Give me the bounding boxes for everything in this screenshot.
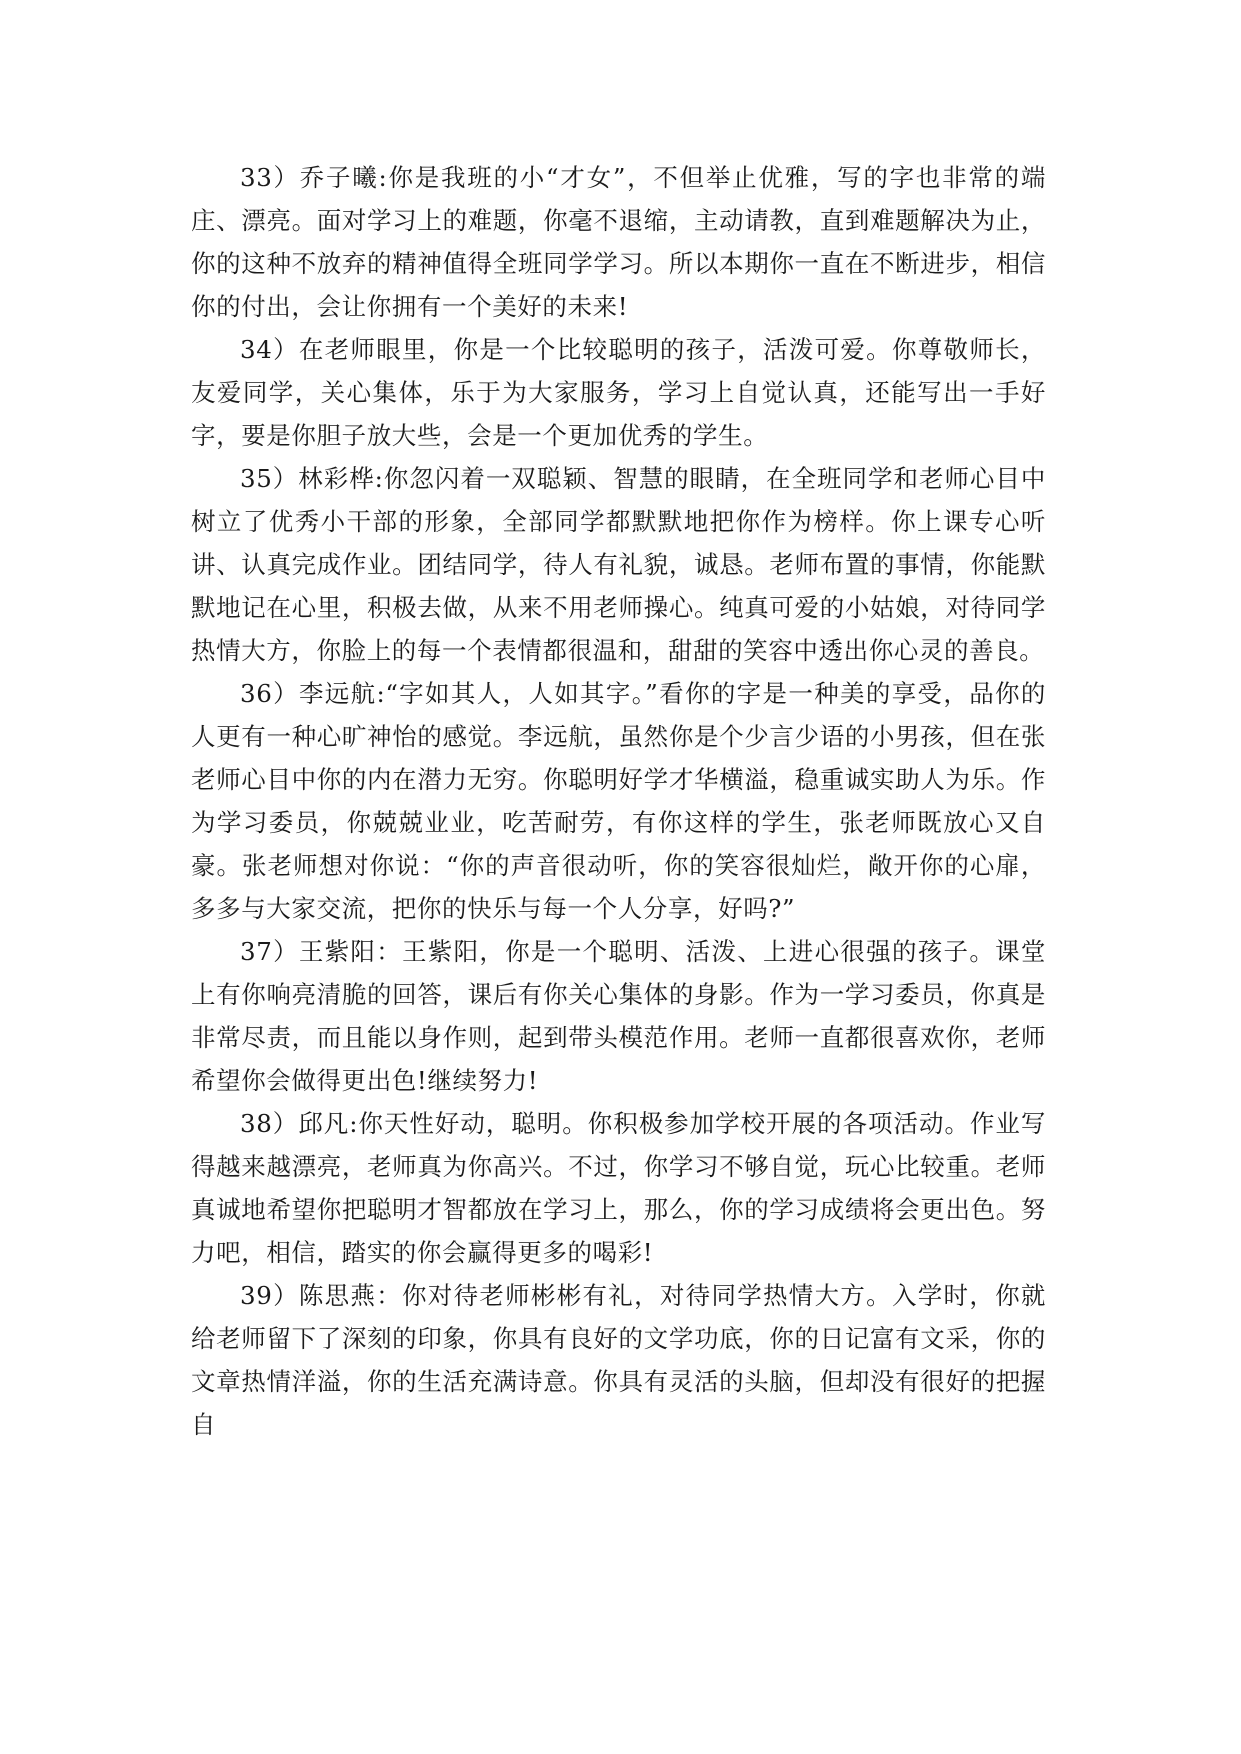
- comment-paragraph-34: 34）在老师眼里，你是一个比较聪明的孩子，活泼可爱。你尊敬师长，友爱同学，关心集体，乐于为大家服务，学习上自觉认真，还能写出一手好字，要是你胆子放大些，会是一个更加优秀的学生。: [191, 335, 1046, 450]
- document-body: [191, 156, 1046, 1446]
- comment-paragraph-39: 39）陈思燕：你对待老师彬彬有礼，对待同学热情大方。入学时，你就给老师留下了深刻的印象，你具有良好的文学功底，你的日记富有文采，你的文章热情洋溢，你的生活充满诗意。你具有灵活的头脑，但却没有很好的把握自: [191, 1281, 1046, 1439]
- comment-paragraph-35: 35）林彩桦:你忽闪着一双聪颖、智慧的眼睛，在全班同学和老师心目中树立了优秀小干部的形象，全部同学都默默地把你作为榜样。你上课专心听讲、认真完成作业。团结同学，待人有礼貌，诚恳。老师布置的事情，你能默默地记在心里，积极去做，从来不用老师操心。纯真可爱的小姑娘，对待同学热情大方，你脸上的每一个表情都很温和，甜甜的笑容中透出你心灵的善良。: [191, 464, 1046, 665]
- comment-paragraph-38: 38）邱凡:你天性好动，聪明。你积极参加学校开展的各项活动。作业写得越来越漂亮，老师真为你高兴。不过，你学习不够自觉，玩心比较重。老师真诚地希望你把聪明才智都放在学习上，那么，你的学习成绩将会更出色。努力吧，相信，踏实的你会赢得更多的喝彩!: [191, 1109, 1046, 1267]
- comment-paragraph-33: 33）乔子曦:你是我班的小“才女”，不但举止优雅，写的字也非常的端庄、漂亮。面对学习上的难题，你毫不退缩，主动请教，直到难题解决为止，你的这种不放弃的精神值得全班同学学习。所以本期你一直在不断进步，相信你的付出，会让你拥有一个美好的未来!: [191, 163, 1046, 321]
- comment-paragraph-37: 37）王紫阳：王紫阳，你是一个聪明、活泼、上进心很强的孩子。课堂上有你响亮清脆的回答，课后有你关心集体的身影。作为一学习委员，你真是非常尽责，而且能以身作则，起到带头模范作用。老师一直都很喜欢你，老师希望你会做得更出色!继续努力!: [191, 937, 1046, 1095]
- comment-paragraph-36: 36）李远航:“字如其人，人如其字。”看你的字是一种美的享受，品你的人更有一种心旷神怡的感觉。李远航，虽然你是个少言少语的小男孩，但在张老师心目中你的内在潜力无穷。你聪明好学才华横溢，稳重诚实助人为乐。作为学习委员，你兢兢业业，吃苦耐劳，有你这样的学生，张老师既放心又自豪。张老师想对你说：“你的声音很动听，你的笑容很灿烂，敞开你的心扉，多多与大家交流，把你的快乐与每一个人分享，好吗?”: [191, 679, 1046, 923]
